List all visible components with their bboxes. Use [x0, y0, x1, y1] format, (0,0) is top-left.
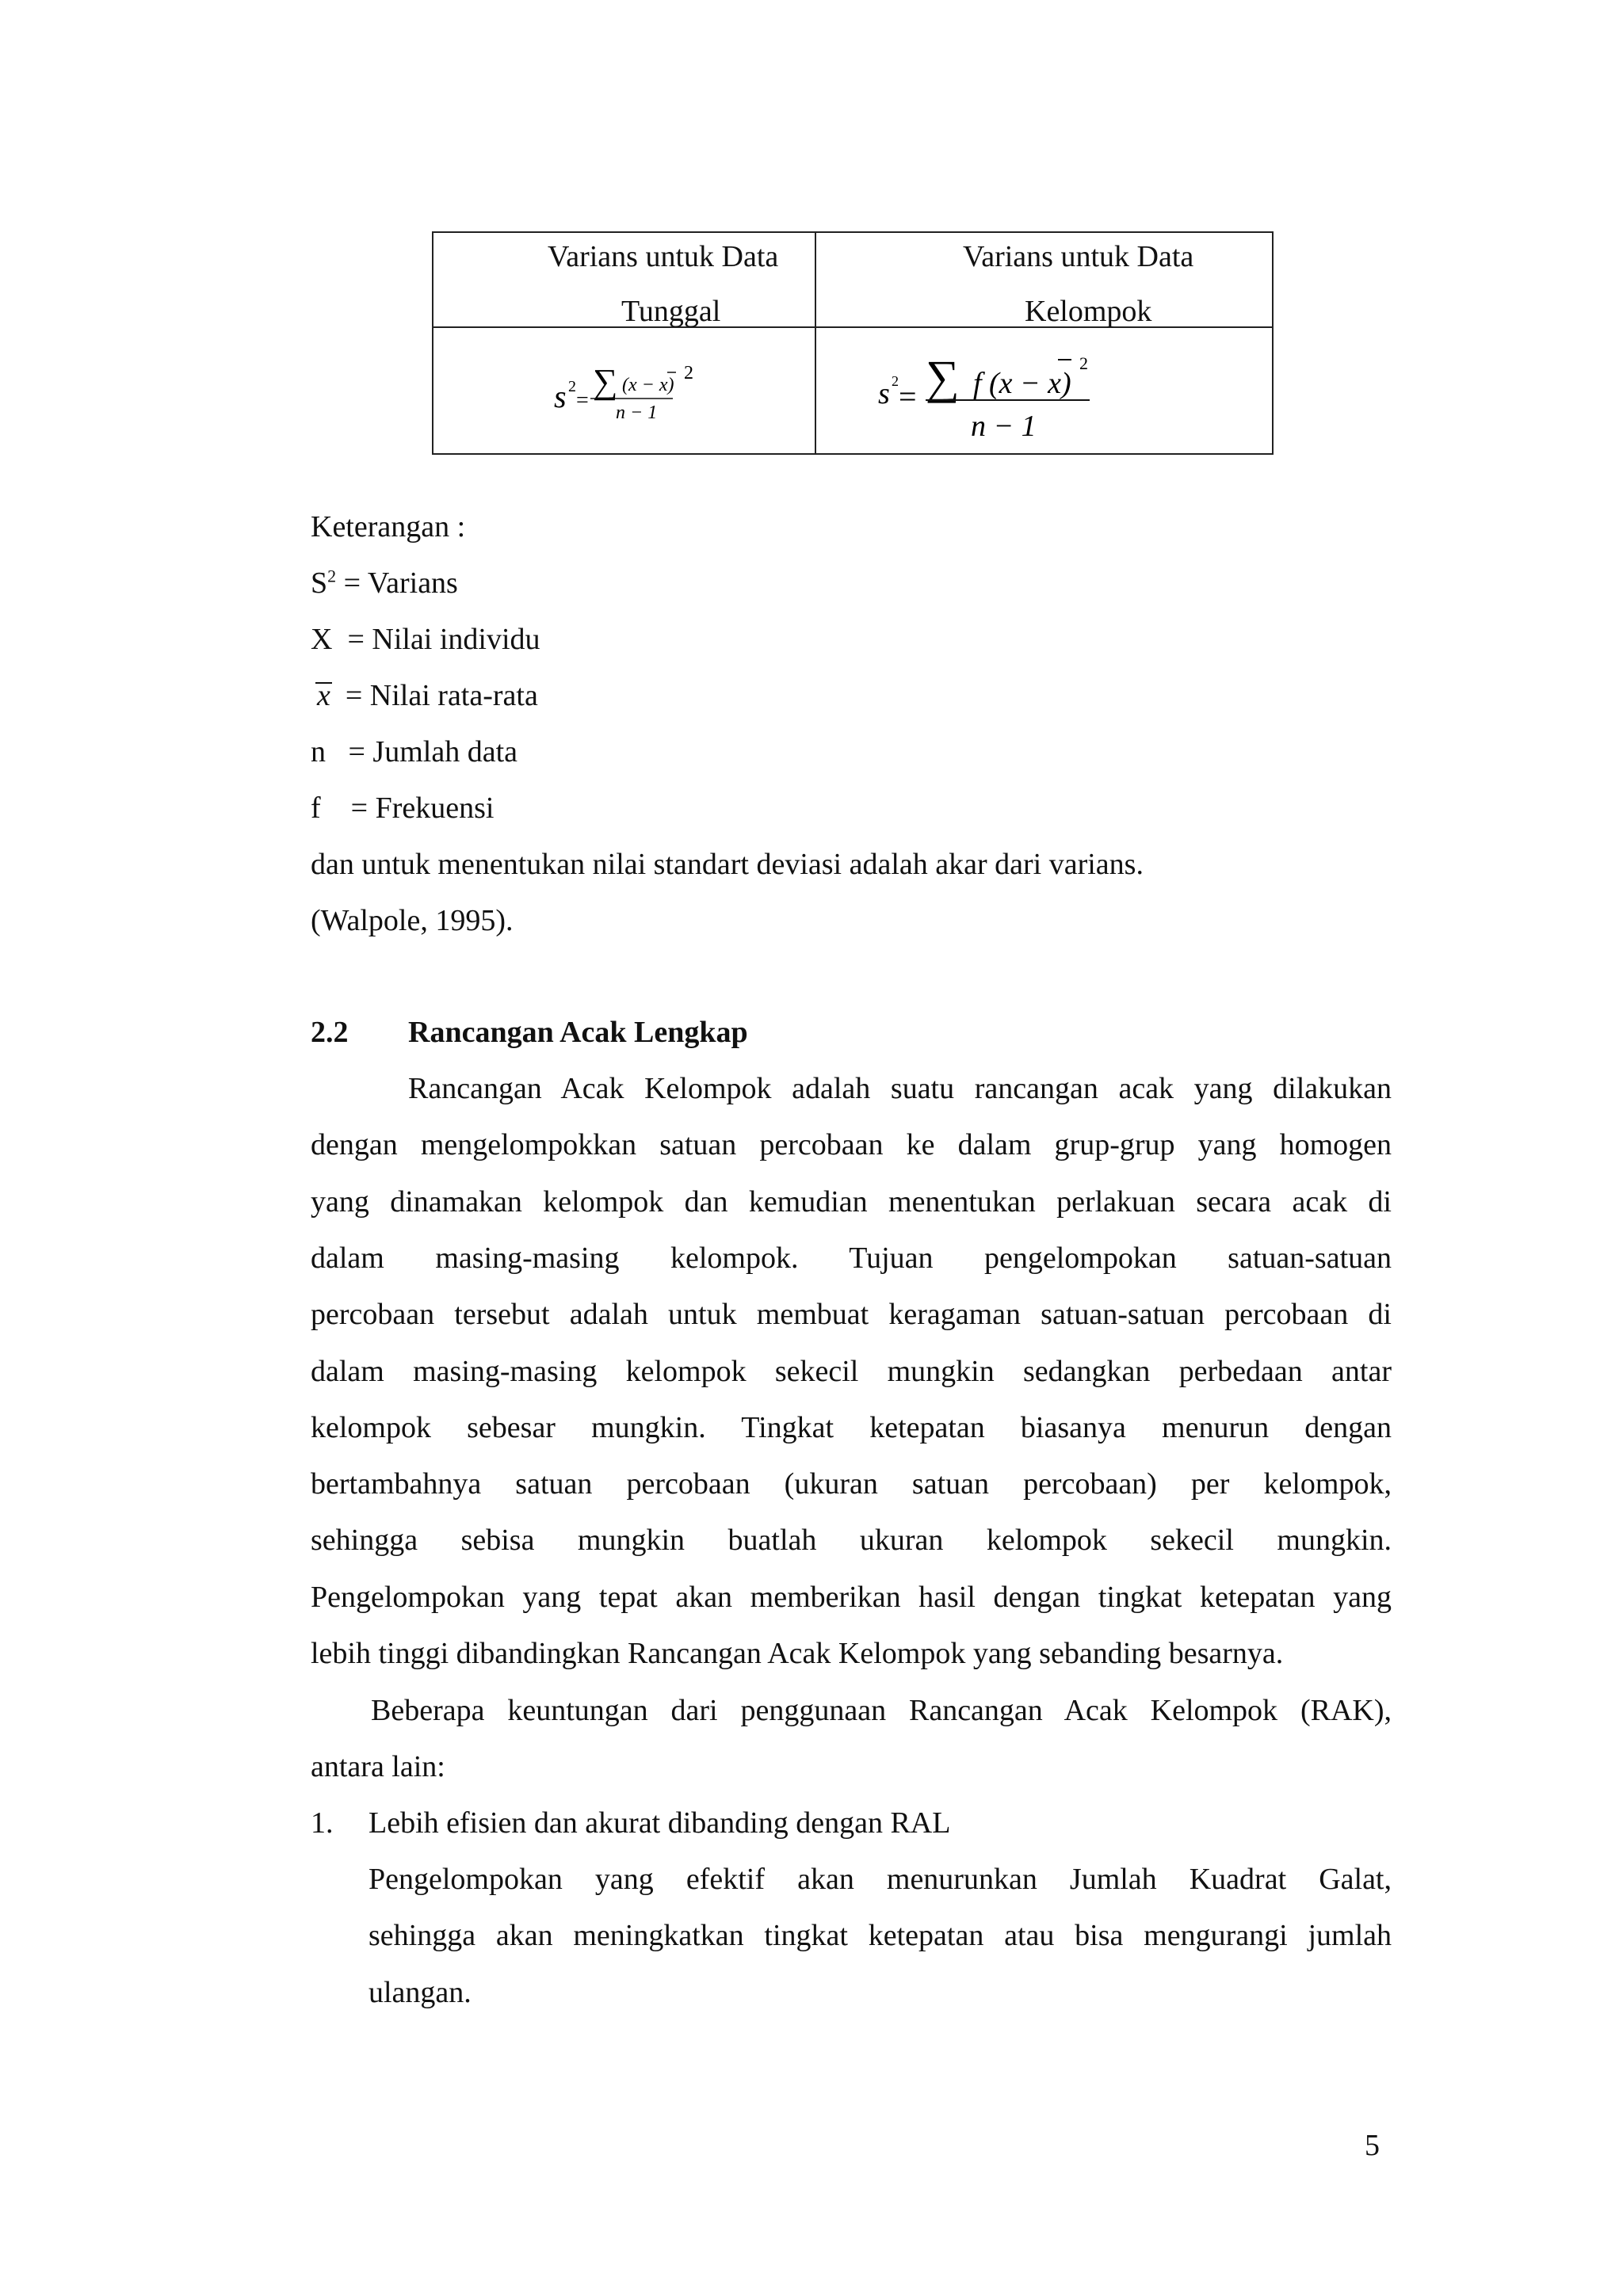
legend-symbol: n — [311, 735, 326, 769]
formula-numerator: (x − x) — [622, 375, 674, 395]
formula-cell-tunggal — [433, 327, 815, 454]
paragraph-rancangan-line: dengan mengelompokkan satuan percobaan ke dalam grup-grup yang homogen — [311, 1128, 1392, 1162]
legend-item-rata-rata — [317, 676, 538, 715]
legend-text: = Jumlah data — [326, 735, 517, 769]
header-line: Tunggal — [621, 295, 721, 328]
page-number: 5 — [1365, 2129, 1380, 2162]
formula-exp: 2 — [684, 363, 693, 383]
sigma-symbol: ∑ — [593, 362, 618, 401]
legend-symbol: X — [311, 623, 333, 656]
formula-variance-single — [433, 328, 816, 453]
paragraph-rancangan-line: dalam masing-masing kelompok. Tujuan pengelompokan satuan-satuan — [311, 1241, 1392, 1275]
list-item-title: Lebih efisien dan akurat dibanding dengan RAL — [369, 1806, 951, 1840]
formula-lhs: s — [878, 377, 890, 410]
paragraph-rancangan-line: dalam masing-masing kelompok sekecil mungkin sedangkan perbedaan antar — [311, 1354, 1392, 1388]
sigma-symbol: ∑ — [926, 351, 960, 403]
paragraph-rancangan-line: lebih tinggi dibandingkan Rancangan Acak Kelompok yang sebanding besarnya. — [311, 1637, 1284, 1670]
header-line: Varians untuk Data — [548, 240, 779, 273]
header-cell-kelompok — [815, 232, 1273, 327]
legend-text: = Nilai rata-rata — [330, 679, 538, 712]
paragraph-rancangan-line: kelompok sebesar mungkin. Tingkat ketepatan biasanya menurun dengan — [311, 1410, 1392, 1444]
legend-symbol: f — [311, 791, 321, 825]
legend-item-jumlah-data — [311, 732, 517, 772]
paragraph-keuntungan-line: Beberapa keuntungan dari penggunaan Rancangan Acak Kelompok (RAK), — [371, 1694, 1392, 1727]
formula-numerator: (x − x) — [989, 367, 1071, 400]
list-item-body-line: Pengelompokan yang efektif akan menurunkan Jumlah Kuadrat Galat, — [369, 1863, 1392, 1896]
header-cell-tunggal — [433, 232, 815, 327]
section-title: Rancangan Acak Lengkap — [408, 1016, 748, 1049]
formula-sup: 2 — [568, 378, 576, 395]
formula-denominator: n − 1 — [971, 410, 1037, 443]
legend-symbol: x — [317, 679, 330, 712]
legend-sup: 2 — [327, 566, 337, 586]
legend-item-varians — [311, 563, 458, 603]
legend-item-nilai-individu — [311, 620, 540, 659]
paragraph-rancangan-line: sehingga sebisa mungkin buatlah ukuran kelompok sekecil mungkin. — [311, 1524, 1392, 1558]
header-line: Kelompok — [1025, 295, 1152, 328]
legend-text: = Nilai individu — [332, 623, 540, 656]
variance-table — [432, 231, 1274, 455]
overline-bar — [315, 682, 332, 684]
keterangan-note: dan untuk menentukan nilai standart deviasi adalah akar dari varians. — [311, 848, 1144, 881]
legend-text: = Frekuensi — [320, 791, 495, 825]
table-header-row — [433, 232, 1273, 327]
keterangan-title: Keterangan : — [311, 510, 466, 543]
legend-symbol-xbar — [317, 676, 330, 715]
formula-cell-kelompok — [815, 327, 1273, 454]
list-number: 1. — [311, 1806, 334, 1840]
table-formula-row — [433, 327, 1273, 454]
legend-symbol: S — [311, 566, 328, 600]
formula-eq: = — [576, 388, 589, 413]
legend-text: = Varians — [336, 566, 458, 600]
formula-lhs: s — [554, 379, 567, 414]
paragraph-rancangan-line: percobaan tersebut adalah untuk membuat keragaman satuan-satuan percobaan di — [311, 1298, 1392, 1332]
list-item-body-line: ulangan. — [369, 1975, 472, 2009]
legend-item-frekuensi — [311, 788, 494, 828]
section-number: 2.2 — [311, 1016, 349, 1049]
paragraph-rancangan-line: yang dinamakan kelompok dan kemudian menentukan perlakuan secara acak di — [311, 1184, 1392, 1219]
paragraph-rancangan-line: Pengelompokan yang tepat akan memberikan hasil dengan tingkat ketepatan yang — [311, 1580, 1392, 1614]
formula-variance-group — [816, 328, 1274, 453]
formula-f: f — [973, 367, 982, 400]
citation: (Walpole, 1995). — [311, 904, 514, 937]
formula-exp: 2 — [1079, 353, 1088, 373]
paragraph-rancangan-line: bertambahnya satuan percobaan (ukuran satuan percobaan) per kelompok, — [311, 1467, 1392, 1501]
paragraph-rancangan-line: Rancangan Acak Kelompok adalah suatu rancangan acak yang dilakukan — [408, 1072, 1392, 1105]
formula-sup: 2 — [892, 373, 899, 389]
list-item-body-line: sehingga akan meningkatkan tingkat ketepatan atau bisa mengurangi jumlah — [369, 1919, 1392, 1953]
header-line: Varians untuk Data — [963, 240, 1194, 273]
formula-eq: = — [899, 379, 917, 414]
paragraph-keuntungan-line: antara lain: — [311, 1750, 445, 1784]
formula-denominator: n − 1 — [616, 402, 658, 423]
